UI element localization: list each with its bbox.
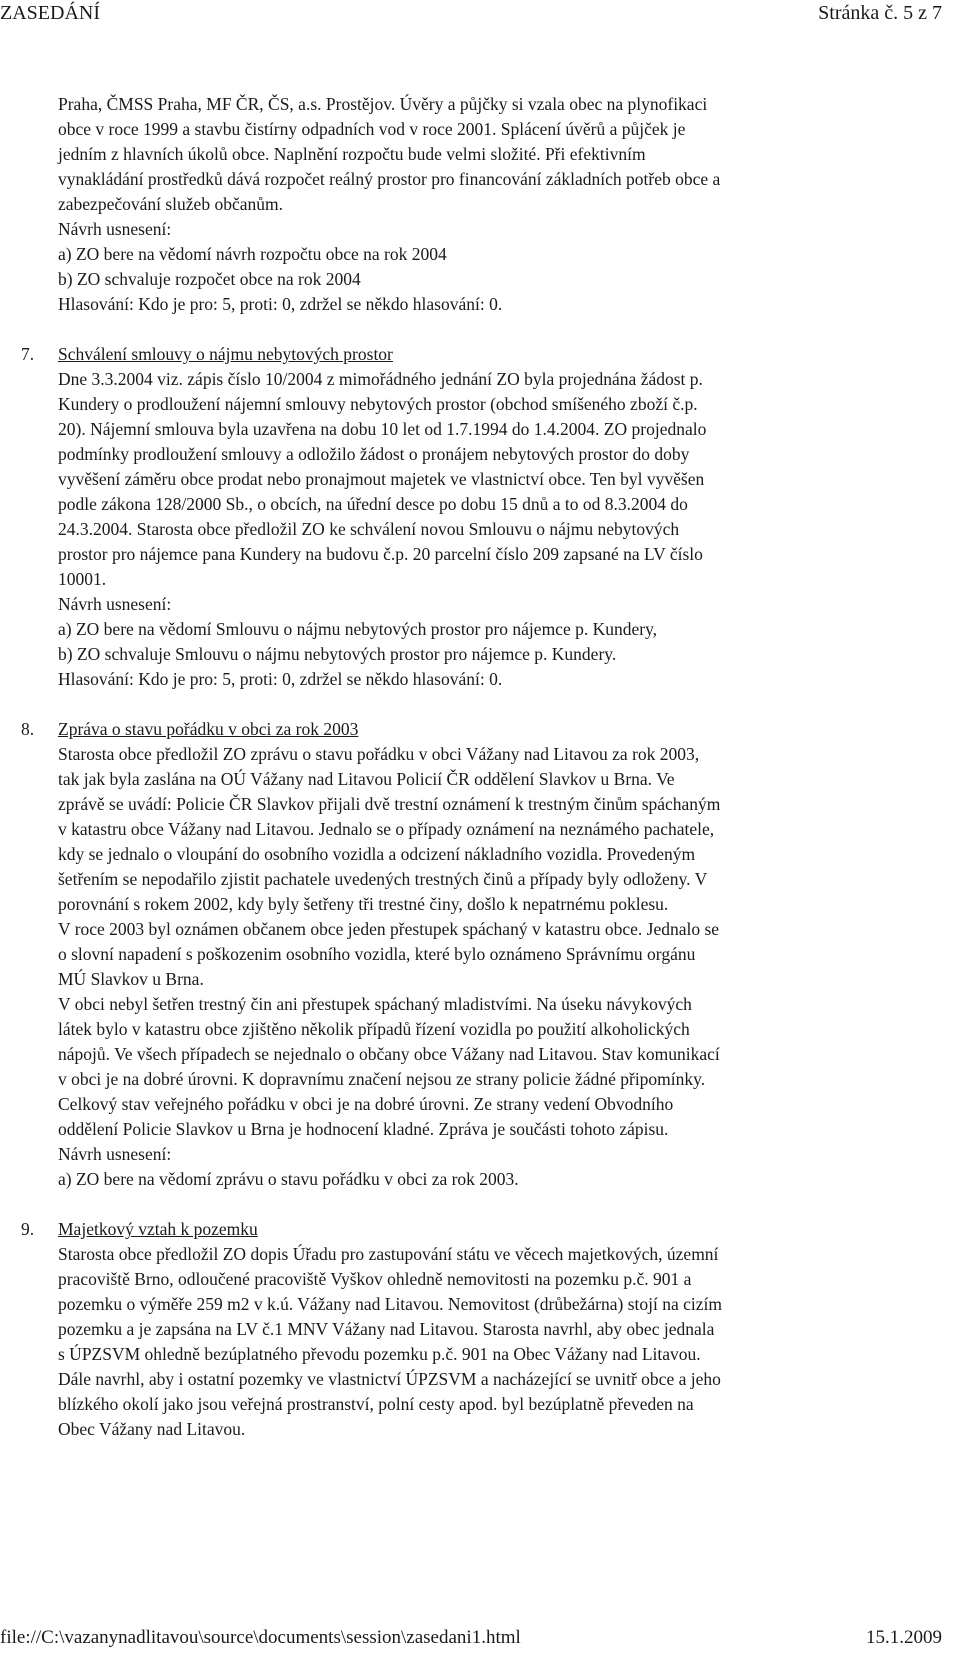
print-date: 15.1.2009 bbox=[866, 1627, 942, 1648]
paragraph-line: Starosta obce předložil ZO zprávu o stavu pořádku v obci Vážany nad Litavou za rok 2003, bbox=[58, 744, 700, 764]
document-body bbox=[21, 92, 946, 1442]
resolution-item: b) ZO schvaluje rozpočet obce na rok 2004 bbox=[58, 269, 361, 289]
paragraph-line: pracoviště Brno, odloučené pracoviště Vyškov ohledně nemovitosti na pozemku p.č. 901 a bbox=[58, 1269, 692, 1289]
paragraph-line: vynakládání prostředků dává rozpočet reálný prostor pro financování základních potřeb obce a bbox=[58, 169, 721, 189]
paragraph-line: porovnání s rokem 2002, kdy byly šetřeny tři trestné činy, došlo k nepatrnému poklesu. bbox=[58, 894, 669, 914]
paragraph-line: V obci nebyl šetřen trestný čin ani přestupek spáchaný mladistvími. Na úseku návykových bbox=[58, 994, 692, 1014]
section-number: 8. bbox=[21, 719, 35, 739]
paragraph-line: Celkový stav veřejného pořádku v obci je na dobré úrovni. Ze strany vedení Obvodního bbox=[58, 1094, 674, 1114]
proposal-label: Návrh usnesení: bbox=[58, 594, 172, 614]
paragraph-line: šetřením se nepodařilo zjistit pachatele uvedených trestných činů a případy byly odloženy. V bbox=[58, 869, 708, 889]
paragraph-line: v obci je na dobré úrovni. K dopravnímu značení nejsou ze strany policie žádné připomínky. bbox=[58, 1069, 706, 1089]
paragraph-line: v katastru obce Vážany nad Litavou. Jednalo se o případy oznámení na neznámého pachatele, bbox=[58, 819, 715, 839]
page-header bbox=[0, 0, 942, 30]
paragraph-line: Dále navrhl, aby i ostatní pozemky ve vlastnictví ÚPZSVM a nacházející se uvnitř obce a jeho bbox=[58, 1369, 721, 1389]
resolution-item: a) ZO bere na vědomí zprávu o stavu pořádku v obci za rok 2003. bbox=[58, 1169, 519, 1189]
paragraph-line: s ÚPZSVM ohledně bezúplatného převodu pozemku p.č. 901 na Obec Vážany nad Litavou. bbox=[58, 1344, 701, 1364]
paragraph-line: Praha, ČMSS Praha, MF ČR, ČS, a.s. Prostějov. Úvěry a půjčky si vzala obec na plynofikaci bbox=[58, 94, 708, 114]
paragraph-line: jedním z hlavních úkolů obce. Naplnění rozpočtu bude velmi složité. Při efektivním bbox=[58, 144, 646, 164]
paragraph-line: pozemku o výměře 259 m2 v k.ú. Vážany nad Litavou. Nemovitost (drůbežárna) stojí na cizím bbox=[58, 1294, 723, 1314]
paragraph-line: látek bylo v katastru obce zjištěno několik případů řízení vozidla po použití alkoholických bbox=[58, 1019, 690, 1039]
proposal-label: Návrh usnesení: bbox=[58, 219, 172, 239]
paragraph-line: blízkého okolí jako jsou veřejná prostranství, polní cesty apod. byl bezúplatně převeden na bbox=[58, 1394, 694, 1414]
paragraph-line: kdy se jednalo o vloupání do osobního vozidla a odcizení nákladního vozidla. Provedeným bbox=[58, 844, 696, 864]
paragraph-line: V roce 2003 byl oznámen občanem obce jeden přestupek spáchaný v katastru obce. Jednalo se bbox=[58, 919, 720, 939]
proposal-label: Návrh usnesení: bbox=[58, 1144, 172, 1164]
paragraph-line: Starosta obce předložil ZO dopis Úřadu pro zastupování státu ve věcech majetkových, územní bbox=[58, 1244, 719, 1264]
paragraph-line: 20). Nájemní smlouva byla uzavřena na dobu 10 let od 1.7.1994 do 1.4.2004. ZO projednalo bbox=[58, 419, 707, 439]
paragraph-line: pozemku a je zapsána na LV č.1 MNV Vážany nad Litavou. Starosta navrhl, aby obec jednala bbox=[58, 1319, 715, 1339]
paragraph-line: MÚ Slavkov u Brna. bbox=[58, 969, 204, 989]
paragraph-line: zabezpečování služeb občanům. bbox=[58, 194, 283, 214]
file-path: file://C:\vazanynadlitavou\source\documents\session\zasedani1.html bbox=[0, 1627, 521, 1648]
section-number: 7. bbox=[21, 344, 35, 364]
section-title: Schválení smlouvy o nájmu nebytových prostor bbox=[58, 344, 393, 364]
resolution-item: a) ZO bere na vědomí Smlouvu o nájmu nebytových prostor pro nájemce p. Kundery, bbox=[58, 619, 658, 639]
paragraph-line: vyvěšení záměru obce prodat nebo pronajmout majetek ve vlastnictví obce. Ten byl vyvěšen bbox=[58, 469, 705, 489]
paragraph-line: prostor pro nájemce pana Kundery na budovu č.p. 20 parcelní číslo 209 zapsané na LV číslo bbox=[58, 544, 703, 564]
section-title: Majetkový vztah k pozemku bbox=[58, 1219, 258, 1239]
vote-result: Hlasování: Kdo je pro: 5, proti: 0, zdržel se někdo hlasování: 0. bbox=[58, 294, 503, 314]
page-number: Stránka č. 5 z 7 bbox=[818, 2, 942, 24]
paragraph-line: Obec Vážany nad Litavou. bbox=[58, 1419, 246, 1439]
vote-result: Hlasování: Kdo je pro: 5, proti: 0, zdržel se někdo hlasování: 0. bbox=[58, 669, 503, 689]
section-title: Zpráva o stavu pořádku v obci za rok 2003 bbox=[58, 719, 359, 739]
section-number: 9. bbox=[21, 1219, 35, 1239]
budget-section-continuation bbox=[58, 92, 946, 317]
paragraph-line: podmínky prodloužení smlouvy a odložilo žádost o pronájem nebytových prostor do doby bbox=[58, 444, 690, 464]
paragraph-line: o slovní napadení s poškozenim osobního vozidla, které bylo oznámeno Správnímu orgánu bbox=[58, 944, 696, 964]
paragraph-line: tak jak byla zaslána na OÚ Vážany nad Litavou Policií ČR oddělení Slavkov u Brna. Ve bbox=[58, 769, 675, 789]
paragraph-line: podle zákona 128/2000 Sb., o obcích, na úřední desce po dobu 15 dnů a to od 8.3.2004 do bbox=[58, 494, 688, 514]
paragraph-line: obce v roce 1999 a stavbu čistírny odpadních vod v roce 2001. Splácení úvěrů a půjček je bbox=[58, 119, 686, 139]
resolution-item: b) ZO schvaluje Smlouvu o nájmu nebytových prostor pro nájemce p. Kundery. bbox=[58, 644, 617, 664]
paragraph-line: zprávě se uvádí: Policie ČR Slavkov přijali dvě trestní oznámení k trestným činům spáchaným bbox=[58, 794, 721, 814]
header-title: ZASEDÁNÍ bbox=[0, 2, 100, 24]
paragraph-line: Kundery o prodloužení nájemní smlouvy nebytových prostor (obchod smíšeného zboží č.p. bbox=[58, 394, 698, 414]
section-9 bbox=[21, 1217, 946, 1442]
paragraph-line: Dne 3.3.2004 viz. zápis číslo 10/2004 z mimořádného jednání ZO byla projednána žádost p. bbox=[58, 369, 703, 389]
paragraph-line: 10001. bbox=[58, 569, 107, 589]
section-7 bbox=[21, 342, 946, 692]
paragraph-line: 24.3.2004. Starosta obce předložil ZO ke schválení novou Smlouvu o nájmu nebytových bbox=[58, 519, 680, 539]
section-8 bbox=[21, 717, 946, 1192]
paragraph-line: nápojů. Ve všech případech se nejednalo o občany obce Vážany nad Litavou. Stav komunikací bbox=[58, 1044, 720, 1064]
paragraph-line: oddělení Policie Slavkov u Brna je hodnocení kladné. Zpráva je součásti tohoto zápisu. bbox=[58, 1119, 669, 1139]
resolution-item: a) ZO bere na vědomí návrh rozpočtu obce na rok 2004 bbox=[58, 244, 447, 264]
